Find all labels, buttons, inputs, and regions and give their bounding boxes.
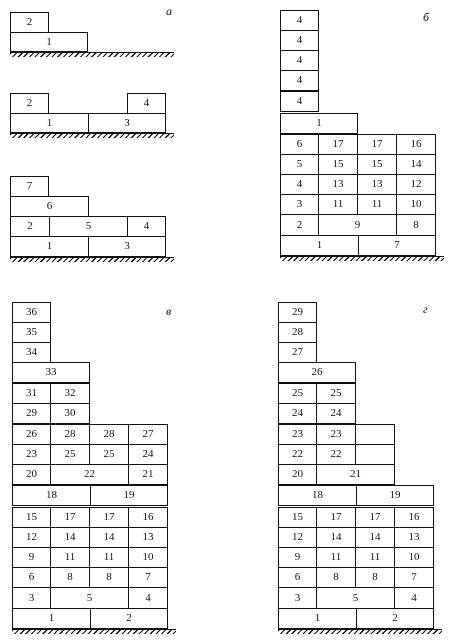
block: 4 [127, 216, 166, 237]
block: 4 [127, 93, 166, 114]
block: 14 [50, 527, 90, 548]
block: 22 [278, 444, 317, 465]
block: 4 [280, 30, 319, 51]
block: 4 [394, 587, 434, 609]
ground-hatch [10, 257, 174, 262]
block: 5 [49, 216, 128, 237]
block: 8 [396, 214, 436, 236]
block: 17 [50, 507, 90, 528]
block: 34 [12, 342, 51, 363]
block: 11 [316, 547, 356, 568]
block: 15 [318, 154, 358, 175]
block: 3 [88, 236, 166, 257]
block: 20 [278, 464, 317, 485]
block: 23 [316, 424, 356, 445]
block: 6 [10, 196, 89, 217]
block: 1 [12, 608, 91, 629]
block: 11 [355, 547, 395, 568]
block: 7 [394, 567, 434, 588]
block: 13 [318, 174, 358, 195]
block: 9 [12, 547, 51, 568]
block: 10 [394, 547, 434, 568]
block: 28 [278, 322, 317, 343]
block: 4 [280, 10, 319, 31]
block: 11 [357, 194, 397, 215]
block: 16 [128, 507, 168, 528]
panel-label-g: г [423, 302, 428, 316]
block: 27 [128, 424, 168, 445]
block: 2 [280, 214, 319, 236]
block: 8 [89, 567, 129, 588]
block: 4 [280, 91, 319, 112]
block: 33 [12, 362, 90, 383]
block: 3 [278, 587, 317, 609]
block: 17 [316, 507, 356, 528]
block: 19 [90, 485, 168, 506]
panel-label-v: в [166, 304, 172, 318]
block: 29 [278, 302, 317, 323]
block: 1 [280, 113, 358, 134]
block: 24 [316, 403, 356, 424]
block: 16 [396, 134, 436, 155]
block: 18 [12, 485, 91, 506]
block-empty [355, 424, 395, 445]
block: 2 [10, 12, 49, 33]
ground-hatch [10, 133, 174, 138]
block: 32 [50, 383, 90, 404]
block: 12 [396, 174, 436, 195]
block: 11 [50, 547, 90, 568]
block: 1 [10, 236, 89, 257]
block: 2 [10, 93, 49, 114]
block: 4 [280, 70, 319, 91]
block: 12 [278, 527, 317, 548]
block: 5 [50, 587, 129, 609]
block: 26 [12, 424, 51, 445]
block: 25 [50, 444, 90, 465]
block: 5 [280, 154, 319, 175]
block: 27 [278, 342, 317, 363]
block: 2 [90, 608, 168, 629]
block-empty [355, 444, 395, 465]
block: 36 [12, 302, 51, 323]
block: 35 [12, 322, 51, 343]
block: 3 [280, 194, 319, 215]
block: 22 [316, 444, 356, 465]
block: 1 [278, 608, 357, 629]
block: 17 [355, 507, 395, 528]
block: 4 [280, 174, 319, 195]
block: 8 [355, 567, 395, 588]
ground-hatch [278, 629, 442, 634]
block: 18 [278, 485, 357, 506]
block: 3 [12, 587, 51, 609]
block: 22 [50, 464, 129, 485]
block: 3 [88, 113, 166, 133]
block: 17 [318, 134, 358, 155]
block: 4 [128, 587, 168, 609]
block: 28 [89, 424, 129, 445]
panel-label-a: а [166, 4, 172, 18]
ground-hatch [10, 52, 174, 57]
block: 16 [394, 507, 434, 528]
block: 19 [356, 485, 434, 506]
block: 26 [278, 362, 356, 383]
block: 7 [10, 176, 49, 197]
block: 29 [12, 403, 51, 424]
block: 10 [128, 547, 168, 568]
block: 13 [357, 174, 397, 195]
block: 9 [318, 214, 397, 236]
block: 7 [128, 567, 168, 588]
block: 30 [50, 403, 90, 424]
block: 8 [316, 567, 356, 588]
block: 9 [278, 547, 317, 568]
block: 6 [278, 567, 317, 588]
ground-hatch [12, 629, 176, 634]
block: 2 [356, 608, 434, 629]
block: 6 [280, 134, 319, 155]
block: 25 [316, 383, 356, 404]
block: 15 [12, 507, 51, 528]
block: 14 [89, 527, 129, 548]
block: 31 [12, 383, 51, 404]
block: 14 [316, 527, 356, 548]
block: 6 [12, 567, 51, 588]
block: 10 [396, 194, 436, 215]
block: 15 [357, 154, 397, 175]
block: 23 [12, 444, 51, 465]
block: 24 [128, 444, 168, 465]
block: 4 [280, 50, 319, 71]
block: 28 [50, 424, 90, 445]
block: 1 [280, 235, 359, 256]
block: 1 [10, 113, 89, 133]
block: 2 [10, 216, 50, 237]
panel-label-b: б [423, 10, 430, 24]
block: 24 [278, 403, 317, 424]
block: 11 [318, 194, 358, 215]
block: 25 [278, 383, 317, 404]
block: 17 [89, 507, 129, 528]
block: 14 [396, 154, 436, 175]
block: 21 [316, 464, 395, 485]
block: 13 [128, 527, 168, 548]
block: 8 [50, 567, 90, 588]
block: 15 [278, 507, 317, 528]
block: 14 [355, 527, 395, 548]
block: 12 [12, 527, 51, 548]
block: 21 [128, 464, 168, 485]
block: 20 [12, 464, 51, 485]
block: 13 [394, 527, 434, 548]
block: 25 [89, 444, 129, 465]
block: 5 [316, 587, 395, 609]
block: 7 [358, 235, 436, 256]
block: 1 [10, 32, 88, 52]
block: 17 [357, 134, 397, 155]
block: 11 [89, 547, 129, 568]
block: 23 [278, 424, 317, 445]
ground-hatch [280, 256, 444, 261]
